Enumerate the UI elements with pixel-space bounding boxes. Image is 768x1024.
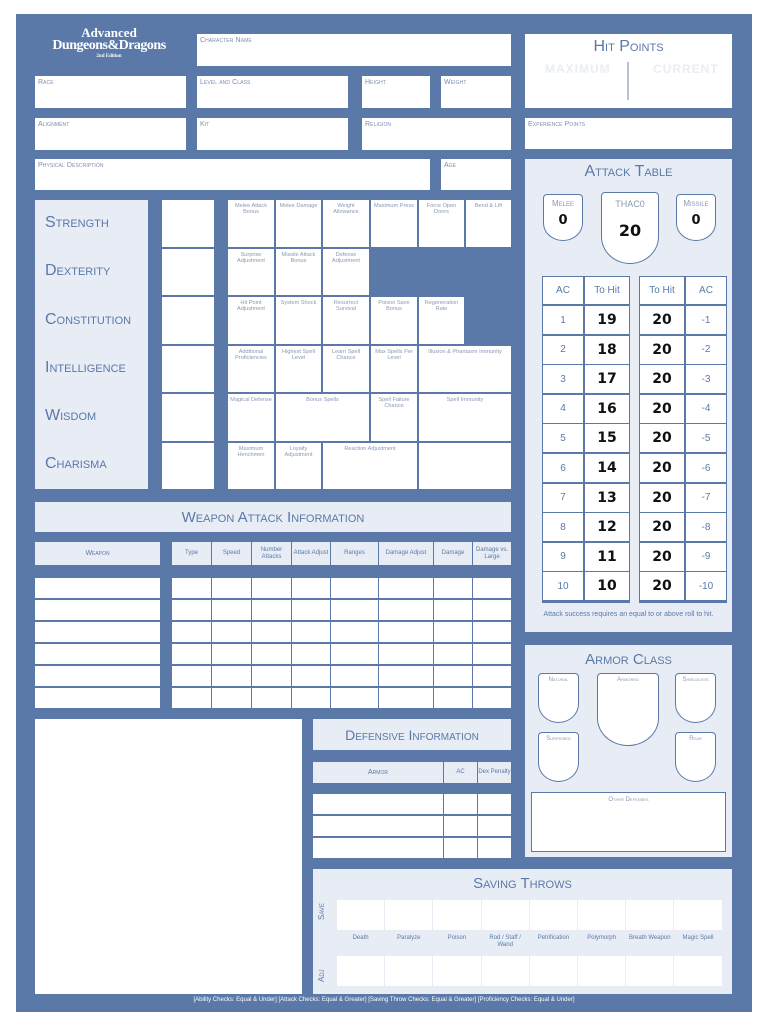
armor-name-cell[interactable]	[313, 816, 443, 836]
ac-value: 4	[543, 395, 583, 423]
weapon-cell[interactable]	[473, 578, 511, 598]
to-hit-value[interactable]: 14	[585, 454, 629, 482]
cell-label: Loyalty Adjustment	[284, 446, 313, 459]
ac-value: 5	[543, 424, 583, 452]
weapon-cell[interactable]	[172, 600, 211, 620]
thac0-label: THAC0	[615, 199, 645, 209]
to-hit-value[interactable]: 17	[585, 365, 629, 393]
ac-value: -5	[686, 424, 726, 452]
other-defenses-label: Other Defenses	[608, 797, 649, 803]
int-additional-proficiencies[interactable]	[228, 346, 274, 392]
to-hit-value[interactable]: 20	[640, 543, 684, 571]
save-category-label: Petrification	[537, 935, 570, 941]
level-class-label: Level and Class	[200, 79, 251, 86]
dex-surprise-adjustment[interactable]	[228, 249, 274, 295]
to-hit-value[interactable]: 20	[640, 365, 684, 393]
col-damage-vs-large: Damage vs. Large	[473, 542, 511, 565]
weapon-cell[interactable]	[292, 644, 330, 664]
cell-label: Spell Failure Chance	[378, 397, 410, 410]
to-hit-value[interactable]: 20	[640, 572, 684, 600]
weapon-cell[interactable]	[473, 644, 511, 664]
weapon-cell[interactable]	[292, 622, 330, 642]
armor-ac-cell[interactable]	[444, 794, 477, 814]
save-value-cell[interactable]	[385, 900, 432, 930]
to-hit-value[interactable]: 18	[585, 336, 629, 364]
weapon-cell[interactable]	[434, 622, 472, 642]
ac-value: -3	[686, 365, 726, 393]
cell-label: Regeneration Rate	[424, 300, 459, 313]
ability-charisma: Charisma	[45, 455, 107, 472]
rear-ac-shield[interactable]	[675, 732, 716, 782]
header-to-hit: To Hit	[585, 277, 629, 304]
footer-checks: [Ability Checks: Equal & Under] [Attack Checks: Equal & Greater] [Saving Throw Checks: Equal & Greater] [Proficiency Checks: Equal & Under]	[193, 997, 575, 1003]
score-box-strength[interactable]	[162, 200, 214, 247]
header-ac: AC	[543, 277, 583, 304]
ac-value: 2	[543, 336, 583, 364]
attack-table-panel	[525, 159, 732, 632]
save-value-cell[interactable]	[674, 900, 721, 930]
race-field[interactable]	[35, 76, 186, 108]
weapon-cell[interactable]	[172, 666, 211, 686]
defense-title-bar	[313, 719, 511, 750]
wis-magical-defense[interactable]	[228, 394, 274, 441]
to-hit-value[interactable]: 19	[585, 306, 629, 334]
str-melee-attack-bonus[interactable]	[228, 200, 274, 247]
str-force-open-doors[interactable]	[419, 200, 464, 247]
logo-line-2: Dungeons&Dragons	[52, 38, 166, 53]
cell-label: Weight Allowance	[333, 203, 359, 216]
weapon-cell[interactable]	[331, 666, 378, 686]
weapon-cell[interactable]	[212, 578, 251, 598]
level-class-field[interactable]	[197, 76, 348, 108]
religion-field[interactable]	[362, 118, 511, 150]
save-adj-cell[interactable]	[482, 956, 529, 986]
col-damage: Damage	[434, 542, 472, 565]
weapon-cell[interactable]	[252, 622, 291, 642]
weapon-cell[interactable]	[379, 644, 433, 664]
weapon-cell[interactable]	[292, 666, 330, 686]
melee-shield[interactable]	[543, 194, 583, 241]
int-max-spells-per-level[interactable]	[371, 346, 417, 392]
hit-points-box	[525, 34, 732, 108]
con-regeneration-rate[interactable]	[419, 297, 464, 344]
score-box-dexterity[interactable]	[162, 249, 214, 295]
to-hit-value[interactable]: 16	[585, 395, 629, 423]
cell-label: Surprise Adjustment	[237, 252, 265, 265]
hp-divider	[627, 62, 629, 100]
wis-bonus-spells[interactable]	[276, 394, 369, 441]
ac-value: 9	[543, 543, 583, 571]
weapon-cell[interactable]	[252, 578, 291, 598]
save-adj-cell[interactable]	[626, 956, 673, 986]
str-bend-lift[interactable]	[466, 200, 511, 247]
con-resurrect-survival[interactable]	[323, 297, 369, 344]
cell-label: Defense Adjustment	[332, 252, 360, 265]
to-hit-value[interactable]: 20	[640, 306, 684, 334]
to-hit-value[interactable]: 13	[585, 484, 629, 512]
ac-value: -8	[686, 513, 726, 541]
weapon-cell[interactable]	[379, 578, 433, 598]
weapon-cell[interactable]	[473, 666, 511, 686]
rear-label: Rear	[689, 736, 702, 742]
ac-value: -9	[686, 543, 726, 571]
to-hit-value[interactable]: 20	[640, 395, 684, 423]
weapon-cell[interactable]	[434, 666, 472, 686]
ac-value: -7	[686, 484, 726, 512]
thac0-shield[interactable]	[601, 192, 659, 264]
to-hit-value[interactable]: 11	[585, 543, 629, 571]
natural-label: Natural	[548, 677, 569, 683]
weapon-cell[interactable]	[292, 688, 330, 708]
cha-extra[interactable]	[419, 443, 511, 489]
hit-points-title: Hit Points	[593, 38, 664, 55]
weight-field[interactable]	[441, 76, 511, 108]
cell-label: Bonus Spells	[306, 397, 339, 403]
to-hit-value[interactable]: 20	[640, 454, 684, 482]
weapon-cell[interactable]	[331, 644, 378, 664]
weapon-cell[interactable]	[473, 622, 511, 642]
height-label: Height	[365, 79, 386, 86]
weapon-cell[interactable]	[473, 688, 511, 708]
weapon-name-cell[interactable]	[35, 666, 160, 686]
to-hit-value[interactable]: 12	[585, 513, 629, 541]
ac-value: 6	[543, 454, 583, 482]
logo-line-3: 2nd Edition	[96, 54, 122, 59]
logo	[34, 26, 184, 66]
character-name-label: Character Name	[200, 37, 252, 44]
age-field[interactable]	[441, 159, 511, 190]
save-value-cell[interactable]	[433, 900, 480, 930]
hp-current-label: CURRENT	[653, 62, 719, 76]
save-value-cell[interactable]	[578, 900, 625, 930]
missile-value: 0	[691, 213, 701, 228]
cell-label: Poison Save Bonus	[378, 300, 410, 313]
weapon-cell[interactable]	[331, 600, 378, 620]
save-adj-cell[interactable]	[578, 956, 625, 986]
cell-label: Bend & Lift	[474, 203, 503, 209]
armor-class-panel	[525, 645, 732, 857]
weapon-name-cell[interactable]	[35, 600, 160, 620]
save-value-cell[interactable]	[626, 900, 673, 930]
weight-label: Weight	[444, 79, 467, 86]
save-category-label: Breath Weapon	[628, 935, 671, 941]
cell-label: Spell Immunity	[446, 397, 484, 403]
weapon-cell[interactable]	[252, 688, 291, 708]
cell-label: Learn Spell Chance	[331, 349, 361, 362]
ac-value: -6	[686, 454, 726, 482]
weapon-cell[interactable]	[172, 644, 211, 664]
con-system-shock[interactable]	[276, 297, 321, 344]
attack-table-title: Attack Table	[584, 163, 673, 180]
ac-value: -4	[686, 395, 726, 423]
saving-throws-title: Saving Throws	[473, 875, 572, 892]
ability-constitution: Constitution	[45, 311, 132, 328]
score-box-intelligence[interactable]	[162, 346, 214, 392]
ability-intelligence: Intelligence	[45, 359, 126, 376]
missile-shield[interactable]	[676, 194, 716, 241]
weapon-cell[interactable]	[212, 666, 251, 686]
surprised-ac-shield[interactable]	[538, 732, 579, 782]
ability-wisdom: Wisdom	[45, 407, 97, 424]
cell-label: Magical Defense	[230, 397, 272, 403]
weapon-cell[interactable]	[331, 622, 378, 642]
armored-label: Armored	[617, 677, 639, 683]
save-row-label: Save	[317, 903, 326, 920]
armor-name-cell[interactable]	[313, 838, 443, 858]
cell-label: Reaction Adjustment	[344, 446, 396, 452]
save-adj-cell[interactable]	[674, 956, 721, 986]
weapon-name-cell[interactable]	[35, 578, 160, 598]
natural-ac-shield[interactable]	[538, 673, 579, 723]
weapon-cell[interactable]	[434, 688, 472, 708]
weapon-cell[interactable]	[172, 688, 211, 708]
score-box-constitution[interactable]	[162, 297, 214, 344]
to-hit-table-left	[542, 276, 630, 603]
cell-label: Melee Damage	[279, 203, 318, 209]
score-box-charisma[interactable]	[162, 443, 214, 489]
cell-label: Illusion & Phantasm Immunity	[428, 349, 502, 355]
cell-label: Maximum Press	[373, 203, 415, 209]
notes-box[interactable]	[35, 719, 302, 994]
hp-maximum-label: MAXIMUM	[545, 62, 611, 76]
save-adj-cell[interactable]	[385, 956, 432, 986]
age-label: Age	[444, 162, 457, 169]
experience-field[interactable]	[525, 118, 732, 149]
weapon-name-cell[interactable]	[35, 688, 160, 708]
armor-name-cell[interactable]	[313, 794, 443, 814]
col-damage-adjust: Damage Adjust	[379, 542, 433, 565]
abilities-panel	[35, 200, 148, 489]
kit-field[interactable]	[197, 118, 348, 150]
melee-label: Melee	[551, 199, 574, 208]
save-category-label: Rod / Staff / Wand	[489, 935, 521, 948]
height-field[interactable]	[362, 76, 430, 108]
save-category-label: Poison	[447, 935, 467, 941]
to-hit-table-right	[639, 276, 727, 603]
armor-class-title: Armor Class	[585, 651, 672, 668]
cell-label: Max Spells Per Level	[375, 349, 413, 362]
weapon-cell[interactable]	[252, 644, 291, 664]
physical-description-field[interactable]	[35, 159, 430, 190]
surprised-label: Surprised	[546, 736, 571, 742]
int-illusion-immunity[interactable]	[419, 346, 511, 392]
weapon-name-cell[interactable]	[35, 622, 160, 642]
cell-label: System Shock	[280, 300, 317, 306]
weapons-title-bar	[35, 502, 511, 532]
save-adj-cell[interactable]	[337, 956, 384, 986]
weapons-title: Weapon Attack Information	[181, 509, 365, 526]
col-attack-adjust: Attack Adjust	[292, 542, 330, 565]
str-weight-allowance[interactable]	[323, 200, 369, 247]
to-hit-value[interactable]: 20	[640, 424, 684, 452]
melee-value: 0	[558, 213, 568, 228]
save-value-cell[interactable]	[337, 900, 384, 930]
alignment-field[interactable]	[35, 118, 186, 150]
cell-label: Melee Attack Bonus	[234, 203, 268, 216]
dex-defense-adjustment[interactable]	[323, 249, 369, 295]
header-ac: AC	[686, 277, 726, 304]
weapon-cell[interactable]	[379, 688, 433, 708]
col-number-attacks: Number Attacks	[252, 542, 291, 565]
cha-loyalty-adjustment[interactable]	[276, 443, 321, 489]
save-value-cell[interactable]	[482, 900, 529, 930]
save-adj-cell[interactable]	[530, 956, 577, 986]
ability-dexterity: Dexterity	[45, 262, 111, 279]
cha-maximum-henchmen[interactable]	[228, 443, 274, 489]
armor-dex-cell[interactable]	[478, 838, 511, 858]
shieldless-ac-shield[interactable]	[675, 673, 716, 723]
ac-value: 7	[543, 484, 583, 512]
weapon-cell[interactable]	[331, 578, 378, 598]
save-category-label: Paralyze	[397, 935, 421, 941]
weapon-cell[interactable]	[434, 578, 472, 598]
col-weapon: Weapon	[35, 542, 160, 565]
attack-note: Attack success requires an equal to or above roll to hit.	[543, 611, 714, 618]
other-defenses-box[interactable]	[531, 792, 726, 852]
weapon-cell[interactable]	[212, 600, 251, 620]
ac-value: 8	[543, 513, 583, 541]
saving-throws-panel	[313, 869, 732, 994]
armor-dex-cell[interactable]	[478, 794, 511, 814]
str-maximum-press[interactable]	[371, 200, 417, 247]
col-ac: AC	[444, 762, 477, 783]
save-value-cell[interactable]	[530, 900, 577, 930]
save-category-label: Polymorph	[587, 935, 616, 941]
ac-value: 1	[543, 306, 583, 334]
physical-description-label: Physical Description	[38, 162, 104, 169]
cell-label: Resurrect Survival	[333, 300, 359, 313]
weapon-cell[interactable]	[172, 622, 211, 642]
cell-label: Additional Proficiencies	[235, 349, 267, 362]
to-hit-value[interactable]: 20	[640, 336, 684, 364]
ac-value: 10	[543, 572, 583, 600]
wis-spell-immunity[interactable]	[419, 394, 511, 441]
to-hit-value[interactable]: 10	[585, 572, 629, 600]
armor-ac-cell[interactable]	[444, 838, 477, 858]
adj-row-label: Adj	[317, 969, 326, 982]
character-sheet	[16, 14, 752, 1012]
weapon-cell[interactable]	[379, 600, 433, 620]
defense-title: Defensive Information	[345, 727, 479, 743]
weapon-cell[interactable]	[473, 600, 511, 620]
score-box-wisdom[interactable]	[162, 394, 214, 441]
ac-value: -2	[686, 336, 726, 364]
armored-ac-shield[interactable]	[597, 673, 659, 746]
save-category-label: Magic Spell	[682, 935, 714, 941]
weapon-cell[interactable]	[212, 688, 251, 708]
weapon-cell[interactable]	[172, 578, 211, 598]
shieldless-label: Shieldless	[682, 677, 709, 683]
save-adj-cell[interactable]	[433, 956, 480, 986]
thac0-value: 20	[618, 221, 642, 240]
kit-label: Kit	[200, 121, 210, 128]
col-ranges: Ranges	[331, 542, 378, 565]
con-poison-save-bonus[interactable]	[371, 297, 417, 344]
int-learn-spell-chance[interactable]	[323, 346, 369, 392]
weapon-cell[interactable]	[331, 688, 378, 708]
str-melee-damage[interactable]	[276, 200, 321, 247]
ability-strength: Strength	[45, 214, 109, 231]
cell-label: Force Open Doors	[426, 203, 457, 216]
experience-label: Experience Points	[528, 121, 586, 128]
con-hit-point-adjustment[interactable]	[228, 297, 274, 344]
cell-label: Missile Attack Bonus	[281, 252, 316, 265]
col-armor: Armor	[313, 762, 443, 783]
missile-label: Missile	[683, 199, 709, 208]
to-hit-value[interactable]: 20	[640, 513, 684, 541]
to-hit-value[interactable]: 15	[585, 424, 629, 452]
religion-label: Religion	[365, 121, 392, 128]
save-category-label: Death	[352, 935, 369, 941]
weapon-cell[interactable]	[379, 666, 433, 686]
weapon-cell[interactable]	[252, 600, 291, 620]
header-to-hit: To Hit	[640, 277, 684, 304]
cha-reaction-adjustment[interactable]	[323, 443, 417, 489]
ac-value: 3	[543, 365, 583, 393]
cell-label: Highest Spell Level	[282, 349, 315, 362]
ac-value: -1	[686, 306, 726, 334]
col-type: Type	[172, 542, 211, 565]
race-label: Race	[38, 79, 54, 86]
ac-value: -10	[686, 572, 726, 600]
weapon-cell[interactable]	[292, 600, 330, 620]
weapon-cell[interactable]	[434, 600, 472, 620]
to-hit-value[interactable]: 20	[640, 484, 684, 512]
weapon-cell[interactable]	[252, 666, 291, 686]
weapon-cell[interactable]	[292, 578, 330, 598]
col-speed: Speed	[212, 542, 251, 565]
col-dex-penalty: Dex Penalty	[478, 762, 511, 783]
dex-missile-attack-bonus[interactable]	[276, 249, 321, 295]
weapon-name-cell[interactable]	[35, 644, 160, 664]
weapon-cell[interactable]	[379, 622, 433, 642]
alignment-label: Alignment	[38, 121, 70, 128]
cell-label: Hit Point Adjustment	[237, 300, 265, 313]
cell-label: Maximum Henchmen	[237, 446, 265, 459]
weapon-cell[interactable]	[212, 644, 251, 664]
armor-dex-cell[interactable]	[478, 816, 511, 836]
character-name-field[interactable]	[197, 34, 511, 66]
armor-ac-cell[interactable]	[444, 816, 477, 836]
wis-spell-failure-chance[interactable]	[371, 394, 417, 441]
weapon-cell[interactable]	[212, 622, 251, 642]
weapon-cell[interactable]	[434, 644, 472, 664]
logo-line-1: Advanced	[81, 25, 137, 40]
int-highest-spell-level[interactable]	[276, 346, 321, 392]
